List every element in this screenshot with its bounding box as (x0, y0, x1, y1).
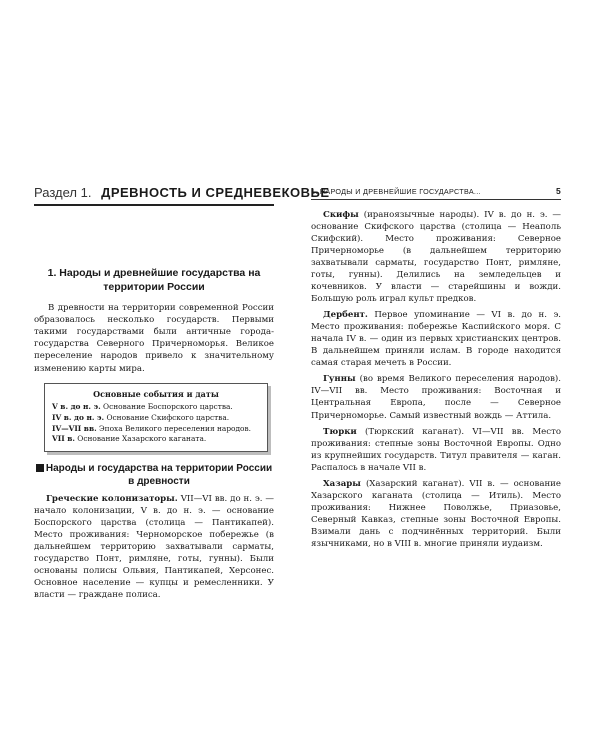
entry-khazars (311, 478, 561, 550)
entry-text: (ираноязычные народы). IV в. до н. э. — основание Скифского царства (столица — Неаполь Скифский). Место проживания: Северное Причерноморье (в дальнейшем территорию захватывали сарматы, государство Понт, римляне, готы, гунны). Делились на земледельцев и кочевников. У власти — старейшины и вожди. Большую роль играл культ предков. (311, 210, 561, 305)
entry-term: Тюрки (323, 426, 357, 437)
entry-term: Дербент. (323, 310, 368, 321)
section-header (34, 185, 330, 206)
page-number: 5 (555, 186, 561, 196)
event-date: IV в. до н. э. (52, 412, 105, 422)
running-head-title: 1. НАРОДЫ И ДРЕВНЕЙШИЕ ГОСУДАРСТВА... (311, 187, 481, 196)
key-events-box (44, 383, 268, 453)
entry-turks (311, 426, 561, 474)
section-title: ДРЕВНОСТЬ И СРЕДНЕВЕКОВЬЕ (101, 185, 330, 200)
entry-text: (во время Великого переселения народов). IV—VII вв. Место проживания: Восточная и Центральная Европа, после — Северное Причерноморье. Самый известный вождь — Аттила. (311, 374, 561, 421)
event-text: Эпоха Великого переселения народов. (99, 423, 252, 433)
entry-huns (311, 373, 561, 421)
event-item (52, 424, 260, 435)
entry-term: Скифы (323, 210, 359, 220)
square-bullet-icon (36, 464, 44, 472)
entry-text: VII—VI вв. до н. э. — начало колонизации, V в. до н. э. — основание Боспорского царства (столица — Пантикапей). Место проживания: Черноморское побережье (в дальнейшем территорию захватывали сарматы, государство Понт, римляне, готы, гунны). Были основаны полисы Ольвия, Пантикапей, Херсонес. Основное население — купцы и ремесленники. У власти — граждане полиса. (34, 494, 275, 601)
events-box-title: Основные события и даты (93, 388, 219, 399)
entry-term: Хазары (323, 478, 361, 489)
entry-term: Гунны (323, 374, 356, 385)
event-text: Основание Боспорского царства. (103, 402, 233, 412)
section-label: Раздел (34, 185, 77, 200)
running-head (311, 186, 561, 200)
subsection-heading-text: Народы и государства на территории России в древности (45, 463, 273, 488)
event-date: VII в. (52, 434, 75, 444)
event-date: IV—VII вв. (52, 423, 97, 433)
event-date: V в. до н. э. (52, 402, 101, 412)
left-page (34, 185, 330, 605)
intro-paragraph: В древности на территории современной России образовалось несколько государств. Первыми такими государствами были античные города-государства Северного Причерноморья. Великое переселение народов привело к значительному изменению карты мира. (34, 303, 274, 374)
entry-scythians (311, 209, 561, 305)
entry-term: Греческие колонизаторы. (46, 494, 178, 505)
subsection-heading (34, 462, 274, 488)
right-page (311, 186, 561, 554)
entry-text: Первое упоминание — VI в. до н. э. Место проживания: побережье Каспийского моря. С начала IV в. — один из первых христианских центров. В дальнейшем приняли ислам. В городе находится самая старая мечеть в России. (311, 310, 561, 369)
chapter-title: 1. Народы и древнейшие государства на территории России (47, 267, 261, 294)
event-text: Основание Скифского царства. (106, 412, 230, 422)
entry-greek-colonists (34, 493, 274, 601)
entry-text: (Хазарский каганат). VII в. — основание Хазарского каганата (столица — Итиль). Место проживания: Нижнее Поволжье, Приазовье, Северный Кавказ, степные зоны Восточной Европы. Взимали дань с подчинённых территорий. Были язычниками, но в VIII в. многие приняли иудаизм. (311, 478, 561, 549)
entry-derbent (311, 309, 561, 369)
event-text: Основание Хазарского каганата. (77, 434, 207, 444)
event-item (52, 413, 260, 424)
event-item (52, 402, 260, 413)
event-item (52, 434, 260, 445)
section-number: 1. (80, 185, 92, 200)
entry-text: (Тюркский каганат). VI—VII вв. Место проживания: степные зоны Восточной Европы. Одно из крупнейших государств. Титул правителя — каган. Распалось в начале VII в. (311, 426, 561, 473)
